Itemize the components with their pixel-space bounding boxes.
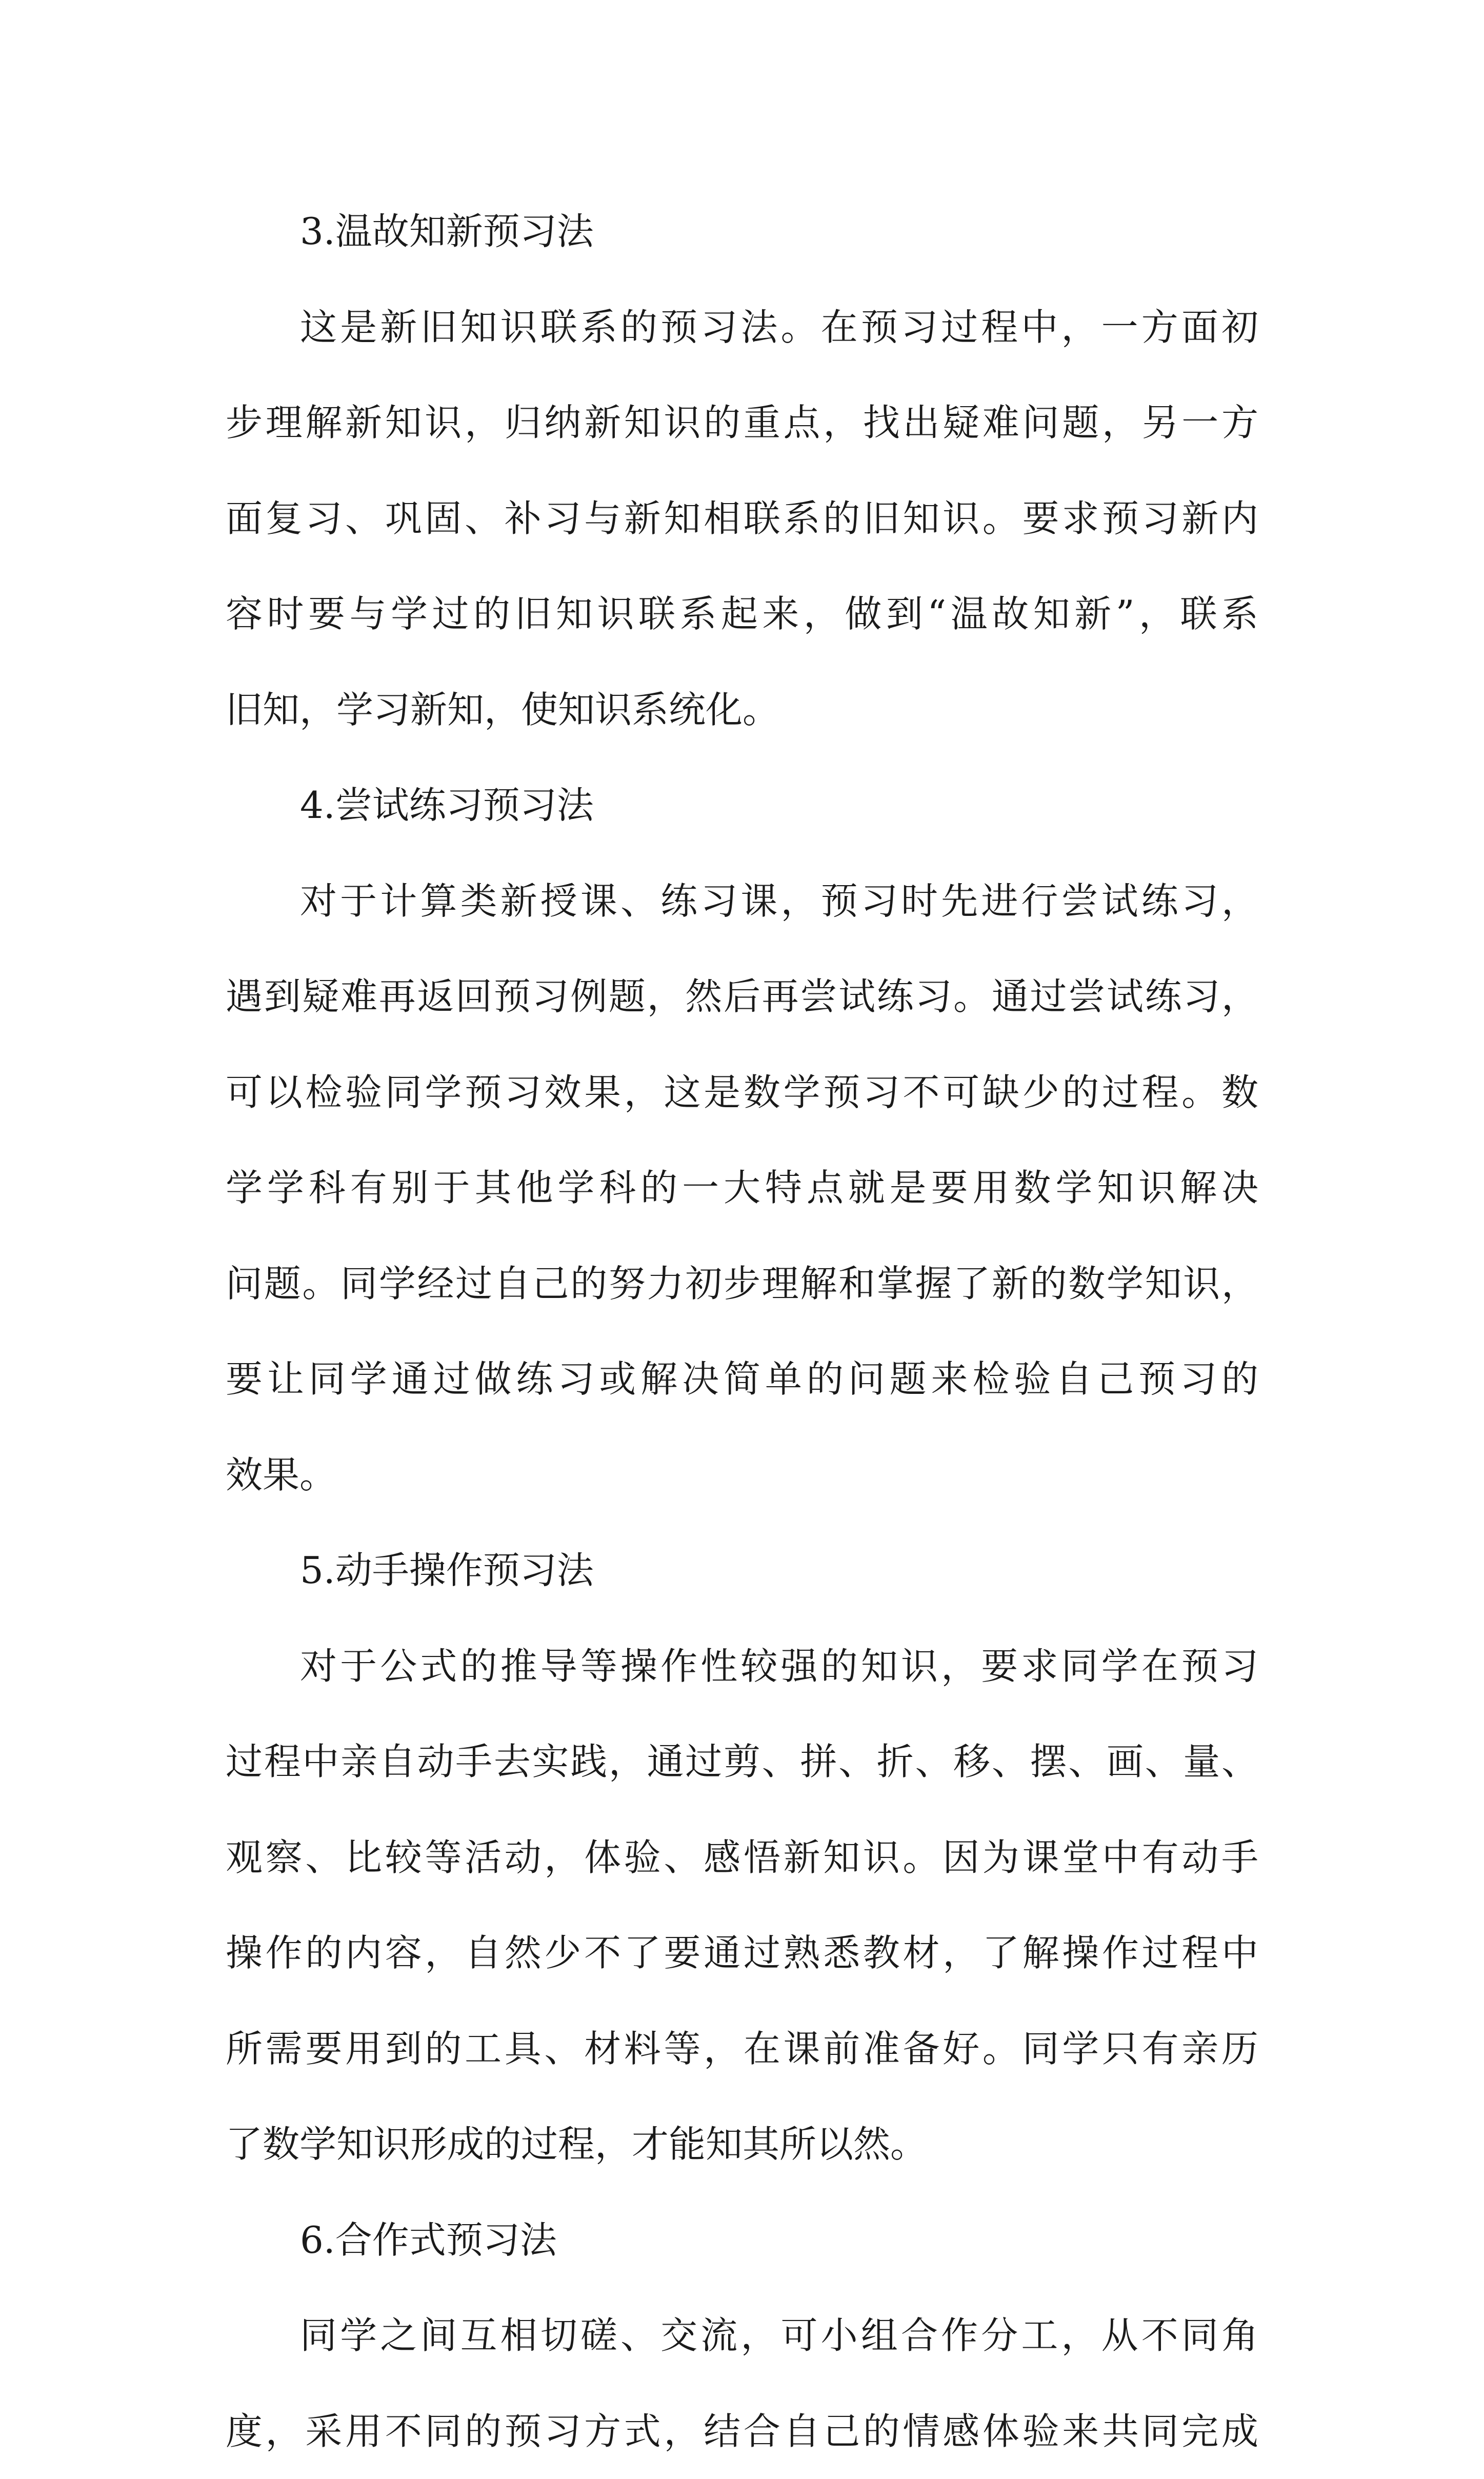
paragraph-line: 了数学知识形成的过程，才能知其所以然。	[226, 2096, 1258, 2192]
paragraph-line: 观察、比较等活动，体验、感悟新知识。因为课堂中有动手	[226, 1810, 1258, 1906]
paragraph-line: 容时要与学过的旧知识联系起来，做到“温故知新”，联系	[226, 566, 1258, 662]
section-heading: 4.尝试练习预习法	[226, 757, 1258, 853]
paragraph-line: 要让同学通过做练习或解决简单的问题来检验自己预习的	[226, 1331, 1258, 1427]
paragraph-line: 步理解新知识，归纳新知识的重点，找出疑难问题，另一方	[226, 375, 1258, 471]
text-block	[226, 184, 1258, 2479]
paragraph-line: 同学之间互相切磋、交流，可小组合作分工，从不同角	[226, 2288, 1258, 2384]
section-heading: 5.动手操作预习法	[226, 1523, 1258, 1618]
paragraph-line: 旧知，学习新知，使知识系统化。	[226, 662, 1258, 758]
paragraph-line: 遇到疑难再返回预习例题，然后再尝试练习。通过尝试练习，	[226, 949, 1258, 1045]
paragraph-line: 对于公式的推导等操作性较强的知识，要求同学在预习	[226, 1618, 1258, 1714]
paragraph-line: 学学科有别于其他学科的一大特点就是要用数学知识解决	[226, 1140, 1258, 1236]
paragraph-line: 效果。	[226, 1427, 1258, 1523]
paragraph-line: 面复习、巩固、补习与新知相联系的旧知识。要求预习新内	[226, 471, 1258, 567]
paragraph-line: 操作的内容，自然少不了要通过熟悉教材，了解操作过程中	[226, 1905, 1258, 2001]
paragraph-line: 这是新旧知识联系的预习法。在预习过程中，一方面初	[226, 279, 1258, 375]
paragraph-line: 问题。同学经过自己的努力初步理解和掌握了新的数学知识，	[226, 1236, 1258, 1332]
paragraph-line: 可以检验同学预习效果，这是数学预习不可缺少的过程。数	[226, 1045, 1258, 1141]
section-heading: 3.温故知新预习法	[226, 184, 1258, 279]
paragraph-line: 过程中亲自动手去实践，通过剪、拼、折、移、摆、画、量、	[226, 1714, 1258, 1810]
paragraph-line: 度，采用不同的预习方式，结合自己的情感体验来共同完成	[226, 2384, 1258, 2479]
section-heading: 6.合作式预习法	[226, 2192, 1258, 2288]
paragraph-line: 对于计算类新授课、练习课，预习时先进行尝试练习，	[226, 853, 1258, 949]
paragraph-line: 所需要用到的工具、材料等，在课前准备好。同学只有亲历	[226, 2001, 1258, 2097]
